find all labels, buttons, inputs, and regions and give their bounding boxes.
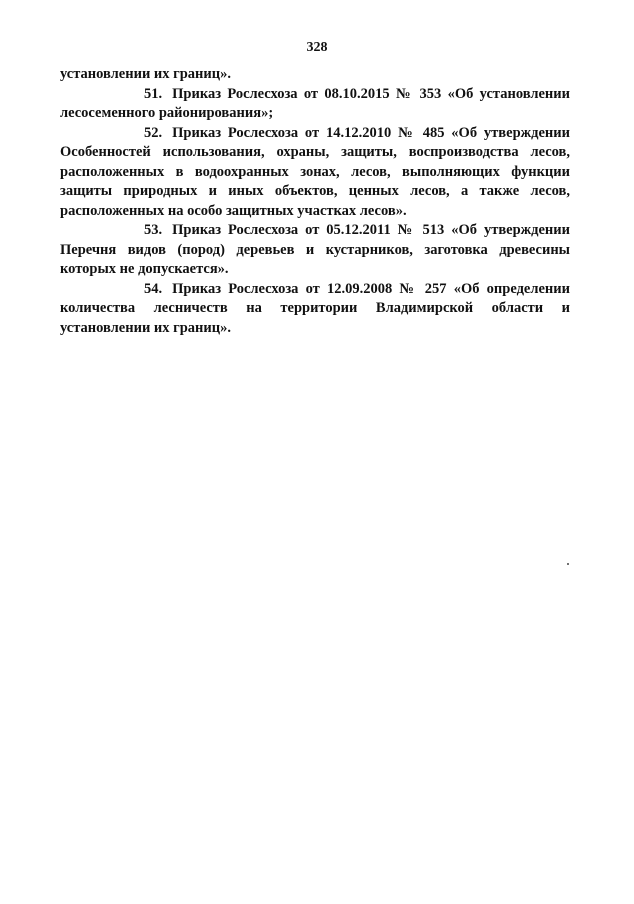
list-item-text: Приказ Рослесхоза от 08.10.2015 № 353 «Об установлении лесосеменного районирования»;	[60, 85, 570, 121]
list-item-text: Приказ Рослесхоза от 12.09.2008 № 257 «Об определении количества лесничеств на территории Владимирской области и установлении их границ».	[60, 280, 570, 336]
list-item-text: Приказ Рослесхоза от 14.12.2010 № 485 «Об утверждении Особенностей использования, охраны, защиты, воспроизводства лесов, расположенных в водоохранных зонах, лесов, выполняющих функции защиты природных и иных объектов, ценных лесов, а также лесов, расположенных на особо защитных участках лесов».	[60, 124, 570, 219]
list-item-number: 52.	[144, 124, 163, 141]
list-item-53	[60, 221, 570, 280]
list-item-number: 54.	[144, 280, 163, 297]
scan-speck	[567, 563, 569, 565]
list-item-54	[60, 280, 570, 339]
list-item-number: 51.	[144, 85, 163, 102]
list-item-number: 53.	[144, 222, 163, 238]
page-number: 328	[306, 40, 328, 55]
list-item-52	[60, 124, 570, 222]
list-item-text: Приказ Рослесхоза от 05.12.2011 № 513 «Об утверждении Перечня видов (пород) деревьев и кустарников, заготовка древесины которых не допускается».	[60, 222, 570, 277]
list-item-51	[60, 85, 570, 124]
document-body	[60, 65, 570, 338]
paragraph-continuation	[60, 65, 570, 85]
paragraph-text: установлении их границ».	[60, 66, 231, 82]
